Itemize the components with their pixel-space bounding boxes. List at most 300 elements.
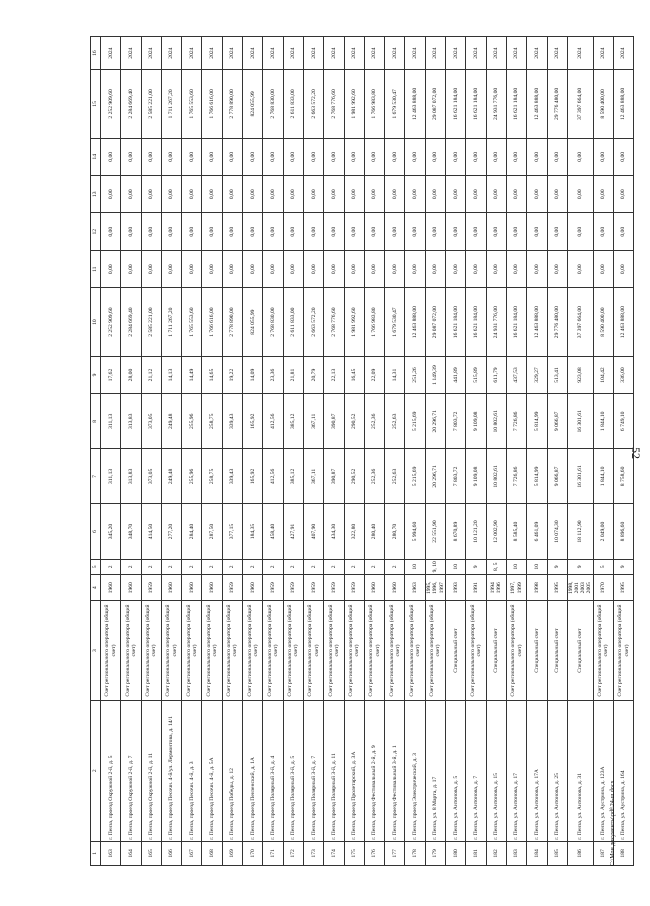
- table-cell: 2024: [613, 37, 633, 70]
- table-cell: 0,00: [303, 250, 323, 287]
- table-row: [182, 37, 202, 866]
- table-cell: г. Пенза, проезд Окружной 2-й, д. 7: [121, 700, 141, 841]
- table-cell: 12 463 888,00: [527, 70, 547, 138]
- table-cell: 14,09: [243, 356, 263, 393]
- table-cell: 824 055,99: [243, 70, 263, 138]
- table-cell: Счет регионального оператора (общий счет): [324, 601, 344, 700]
- table-cell: 1960: [121, 575, 141, 601]
- table-cell: 0,00: [547, 213, 567, 250]
- table-cell: 0,00: [101, 250, 121, 287]
- table-cell: 412,56: [263, 394, 283, 449]
- table-row: [364, 37, 384, 866]
- table-row: [593, 37, 613, 866]
- table-cell: 0,00: [364, 213, 384, 250]
- table-cell: 0,00: [486, 176, 506, 213]
- table-cell: Счет регионального оператора (общий счет): [161, 601, 181, 700]
- table-cell: г. Пенза, проезд Полярный 3-й, д. 7: [303, 700, 323, 841]
- table-cell: 290,52: [344, 394, 364, 449]
- table-cell: 0,00: [222, 250, 242, 287]
- table-cell: Счет регионального оператора (общий счет): [385, 601, 405, 700]
- table-cell: 249,48: [161, 449, 181, 504]
- column-header: 5: [91, 559, 101, 574]
- table-cell: 0,00: [506, 138, 526, 175]
- table-cell: г. Пенза, ул. Антонова, д. 5: [446, 700, 466, 841]
- table-cell: 168: [202, 841, 222, 865]
- table-cell: 385,12: [283, 449, 303, 504]
- table-cell: 5 994,60: [405, 504, 425, 559]
- table-cell: 2024: [243, 37, 263, 70]
- table-cell: 0,00: [385, 213, 405, 250]
- column-header: 9: [91, 356, 101, 393]
- table-cell: г. Пенза, проезд Полярный 3-й, д. 11: [324, 700, 344, 841]
- table-cell: 437,53: [506, 356, 526, 393]
- table-cell: 0,00: [141, 213, 161, 250]
- table-cell: 390,87: [324, 449, 344, 504]
- table-cell: 0,00: [161, 213, 181, 250]
- column-header: 13: [91, 176, 101, 213]
- table-cell: 0,00: [506, 250, 526, 287]
- table-cell: 0,00: [425, 250, 445, 287]
- table-cell: 9: [547, 559, 567, 574]
- table-cell: 1995: [547, 575, 567, 601]
- table-cell: 1 981 992,60: [344, 288, 364, 356]
- table-cell: 0,00: [263, 138, 283, 175]
- table-cell: 2 768 830,00: [263, 288, 283, 356]
- table-row: [425, 37, 445, 866]
- table-cell: 1997, 1999: [506, 575, 526, 601]
- table-cell: Специальный счет: [486, 601, 506, 700]
- table-row: [243, 37, 263, 866]
- table-cell: 1998: [527, 575, 547, 601]
- table-cell: 0,00: [547, 250, 567, 287]
- table-cell: г. Пенза, проезд Полярный 3-й, д. 4: [263, 700, 283, 841]
- table-cell: Счет регионального оператора (общий счет): [364, 601, 384, 700]
- table-row: [547, 37, 567, 866]
- column-header: 16: [91, 37, 101, 70]
- table-cell: 2024: [161, 37, 181, 70]
- table-cell: 165,92: [243, 449, 263, 504]
- table-cell: 0,00: [593, 213, 613, 250]
- table-cell: 258,75: [202, 449, 222, 504]
- table-cell: 0,00: [121, 250, 141, 287]
- table-cell: 2024: [593, 37, 613, 70]
- table-cell: 0,00: [364, 138, 384, 175]
- table-cell: Счет регионального оператора (общий счет): [121, 601, 141, 700]
- table-cell: 181: [466, 841, 486, 865]
- table-cell: 0,00: [567, 138, 593, 175]
- table-cell: 407,90: [303, 504, 323, 559]
- table-cell: 377,15: [222, 504, 242, 559]
- table-cell: 0,00: [593, 250, 613, 287]
- table-cell: 2024: [222, 37, 242, 70]
- table-cell: 1 711 267,20: [161, 288, 181, 356]
- table-cell: 7 803,72: [446, 449, 466, 504]
- table-cell: 10 121,20: [466, 504, 486, 559]
- table-cell: 165,92: [243, 394, 263, 449]
- table-cell: 9: [466, 559, 486, 574]
- table-cell: 0,00: [466, 138, 486, 175]
- table-cell: г. Пенза, ул. Антонова, д. 17: [506, 700, 526, 841]
- table-cell: 1 711 267,20: [161, 70, 181, 138]
- table-cell: 2024: [547, 37, 567, 70]
- table-cell: 0,00: [243, 138, 263, 175]
- table-cell: 167: [182, 841, 202, 865]
- table-cell: 1959: [263, 575, 283, 601]
- table-cell: 0,00: [364, 250, 384, 287]
- table-cell: 2 049,00: [593, 504, 613, 559]
- table-cell: 0,00: [263, 250, 283, 287]
- table-cell: 1995: [613, 575, 633, 601]
- table-cell: 9 109,08: [466, 394, 486, 449]
- table-cell: 14,65: [202, 356, 222, 393]
- table-cell: Счет регионального оператора (общий счет): [101, 601, 121, 700]
- table-cell: 2: [182, 559, 202, 574]
- table-cell: 20 296,71: [425, 394, 445, 449]
- table-cell: 10: [506, 559, 526, 574]
- table-cell: 0,00: [344, 250, 364, 287]
- table-cell: 2 611 833,00: [283, 288, 303, 356]
- table-cell: г. Пенза, проезд Фестивальный 2-й, д. 9: [364, 700, 384, 841]
- table-cell: 12 002,90: [486, 504, 506, 559]
- table-cell: 8 585,40: [506, 504, 526, 559]
- table-cell: 1991: [466, 575, 486, 601]
- table-cell: 311,13: [101, 449, 121, 504]
- table-cell: 2 768 776,60: [324, 70, 344, 138]
- table-row: [385, 37, 405, 866]
- table-row: [466, 37, 486, 866]
- table-cell: 0,00: [364, 176, 384, 213]
- table-cell: Специальный счет: [567, 601, 593, 700]
- table-cell: 8 670,89: [446, 504, 466, 559]
- table-cell: 2 778 890,00: [222, 70, 242, 138]
- table-cell: 12 463 888,00: [613, 288, 633, 356]
- table-cell: г. Пенза, ул. Антонова, д. 7: [466, 700, 486, 841]
- table-row: [202, 37, 222, 866]
- table-cell: 0,00: [466, 250, 486, 287]
- table-cell: 0,00: [141, 176, 161, 213]
- table-cell: 252,63: [385, 449, 405, 504]
- table-cell: 2: [101, 559, 121, 574]
- table-cell: 0,00: [324, 138, 344, 175]
- table-cell: 367,11: [303, 394, 323, 449]
- table-cell: 21,81: [283, 356, 303, 393]
- table-cell: 0,00: [101, 213, 121, 250]
- table-cell: 2 768 776,60: [324, 288, 344, 356]
- column-header: 12: [91, 213, 101, 250]
- table-cell: 1995, 1996, 1997: [425, 575, 445, 601]
- table-cell: 255,96: [182, 449, 202, 504]
- table-cell: 14,31: [385, 356, 405, 393]
- table-cell: 1 149,39: [425, 356, 445, 393]
- table-cell: 29 087 072,00: [425, 70, 445, 138]
- table-cell: 185: [547, 841, 567, 865]
- table-cell: 16 621 184,00: [506, 70, 526, 138]
- table-cell: 0,00: [182, 213, 202, 250]
- table-cell: 0,00: [613, 250, 633, 287]
- table-cell: 180: [446, 841, 466, 865]
- column-header: 10: [91, 288, 101, 356]
- table-cell: 0,00: [182, 250, 202, 287]
- table-cell: 10: [446, 559, 466, 574]
- table-cell: 12 463 888,00: [527, 288, 547, 356]
- table-cell: 313,83: [121, 394, 141, 449]
- table-cell: 2024: [263, 37, 283, 70]
- table-cell: 0,00: [324, 250, 344, 287]
- table-cell: 2: [141, 559, 161, 574]
- table-cell: г. Пенза, проезд Песочн. 4-й, д. 3: [182, 700, 202, 841]
- table-row: [324, 37, 344, 866]
- table-cell: 6 461,09: [527, 504, 547, 559]
- table-cell: Счет регионального оператора (общий счет): [202, 601, 222, 700]
- table-cell: Счет регионального оператора (общий счет): [182, 601, 202, 700]
- table-cell: 2024: [364, 37, 384, 70]
- table-cell: 10 802,61: [486, 449, 506, 504]
- table-cell: 186: [567, 841, 593, 865]
- table-cell: 10 802,61: [486, 394, 506, 449]
- column-header: 14: [91, 138, 101, 175]
- table-cell: 0,00: [344, 138, 364, 175]
- table-cell: 9 066,87: [547, 449, 567, 504]
- table-cell: 515,89: [466, 356, 486, 393]
- table-cell: 8 896,60: [613, 504, 633, 559]
- table-cell: 0,00: [405, 176, 425, 213]
- table-cell: 1 679 530,47: [385, 288, 405, 356]
- table-cell: 2024: [486, 37, 506, 70]
- table-cell: 1994 1996: [486, 575, 506, 601]
- table-cell: 5 814,99: [527, 449, 547, 504]
- table-cell: 179: [425, 841, 445, 865]
- table-cell: г. Пенза, ул. Антонова, д. 31: [567, 700, 593, 841]
- table-cell: 16 621 184,00: [466, 288, 486, 356]
- table-cell: 0,00: [527, 250, 547, 287]
- table-cell: 0,00: [567, 250, 593, 287]
- table-cell: 17,62: [101, 356, 121, 393]
- table-cell: 183: [506, 841, 526, 865]
- table-cell: 0,00: [527, 138, 547, 175]
- column-header: 11: [91, 250, 101, 287]
- table-cell: 2024: [385, 37, 405, 70]
- table-cell: Счет регионального оператора (общий счет): [425, 601, 445, 700]
- table-cell: 1 766 616,00: [202, 70, 222, 138]
- table-cell: Специальный счет: [446, 601, 466, 700]
- table-cell: г. Пенза, ул. Аустрина, д. 164: [613, 700, 633, 841]
- table-cell: 611,79: [486, 356, 506, 393]
- table-cell: 10: [527, 559, 547, 574]
- table-cell: 9 109,08: [466, 449, 486, 504]
- table-cell: 427,91: [283, 504, 303, 559]
- table-cell: 0,00: [121, 138, 141, 175]
- table-row: [263, 37, 283, 866]
- table-cell: 0,00: [243, 176, 263, 213]
- table-cell: 0,00: [303, 176, 323, 213]
- table-cell: 923,08: [567, 356, 593, 393]
- table-cell: 0,00: [182, 176, 202, 213]
- table-cell: 252,63: [385, 394, 405, 449]
- table-cell: 1960: [243, 575, 263, 601]
- table-cell: 249,48: [161, 394, 181, 449]
- table-cell: 8, 5: [486, 559, 506, 574]
- table-cell: 0,00: [593, 138, 613, 175]
- table-cell: Счет регионального оператора (общий счет): [466, 601, 486, 700]
- table-cell: 458,40: [263, 504, 283, 559]
- table-cell: 12 463 888,00: [405, 288, 425, 356]
- table-cell: 24 931 776,00: [486, 70, 506, 138]
- column-header: 4: [91, 575, 101, 601]
- table-cell: 174: [324, 841, 344, 865]
- header-row: [91, 37, 101, 866]
- table-cell: 12 463 888,00: [405, 70, 425, 138]
- table-cell: 2024: [567, 37, 593, 70]
- table-cell: г. Пенза, проезд Окружной 2-й, д. 11: [141, 700, 161, 841]
- table-cell: 16 621 184,00: [446, 70, 466, 138]
- table-cell: 2: [121, 559, 141, 574]
- table-cell: 2: [303, 559, 323, 574]
- page-number: 52: [629, 447, 643, 459]
- table-cell: Счет регионального оператора (общий счет): [593, 601, 613, 700]
- table-cell: 0,00: [202, 176, 222, 213]
- table-cell: Счет регионального оператора (общий счет): [263, 601, 283, 700]
- table-cell: 0,00: [486, 138, 506, 175]
- table-cell: 2024: [101, 37, 121, 70]
- table-cell: 1959: [283, 575, 303, 601]
- table-cell: 2024: [303, 37, 323, 70]
- table-cell: 10 074,30: [547, 504, 567, 559]
- footer-path: С:\Мои документы\pdf\24-ш.docx: [610, 780, 616, 866]
- table-cell: 1 844,10: [593, 394, 613, 449]
- table-cell: 2 284 669,40: [121, 288, 141, 356]
- table-cell: 0,00: [613, 213, 633, 250]
- table-cell: Счет регионального оператора (общий счет): [506, 601, 526, 700]
- column-header: 7: [91, 449, 101, 504]
- table-row: [613, 37, 633, 866]
- table-cell: г. Пенза, ул. Аустрина, д. 123А: [593, 700, 613, 841]
- table-cell: 16 301,61: [567, 394, 593, 449]
- table-cell: 1959: [303, 575, 323, 601]
- table-cell: Счет регионального оператора (общий счет): [405, 601, 425, 700]
- column-header: 6: [91, 504, 101, 559]
- table-cell: 1 766 616,00: [202, 288, 222, 356]
- table-cell: 1 766 983,80: [364, 288, 384, 356]
- table-cell: 0,00: [466, 176, 486, 213]
- table-cell: 0,00: [202, 138, 222, 175]
- table-row: [121, 37, 141, 866]
- table-cell: 1959: [324, 575, 344, 601]
- table-cell: 414,50: [141, 504, 161, 559]
- table-cell: 2024: [425, 37, 445, 70]
- table-cell: 2: [283, 559, 303, 574]
- table-cell: 2: [263, 559, 283, 574]
- table-row: [506, 37, 526, 866]
- table-cell: 0,00: [121, 176, 141, 213]
- table-cell: 28,00: [121, 356, 141, 393]
- table-cell: 0,00: [567, 176, 593, 213]
- table-cell: 0,00: [613, 138, 633, 175]
- table-cell: 0,00: [161, 176, 181, 213]
- table-cell: 163: [101, 841, 121, 865]
- table-cell: 0,00: [446, 213, 466, 250]
- table-cell: 0,00: [547, 176, 567, 213]
- table-cell: 2 611 833,00: [283, 70, 303, 138]
- table-cell: 8 590 400,00: [593, 288, 613, 356]
- table-cell: 176: [364, 841, 384, 865]
- table-cell: 169: [222, 841, 242, 865]
- table-cell: 0,00: [344, 176, 364, 213]
- table-cell: 164: [121, 841, 141, 865]
- table-cell: 1 765 553,60: [182, 288, 202, 356]
- table-cell: Счет регионального оператора (общий счет): [344, 601, 364, 700]
- table-cell: 824 055,99: [243, 288, 263, 356]
- table-cell: 385,12: [283, 394, 303, 449]
- table-cell: 2 252 909,60: [101, 288, 121, 356]
- table-row: [344, 37, 364, 866]
- table-cell: 348,70: [121, 504, 141, 559]
- table-cell: 2024: [506, 37, 526, 70]
- table-cell: 2: [364, 559, 384, 574]
- table-cell: 2: [324, 559, 344, 574]
- table-cell: 23,36: [263, 356, 283, 393]
- column-header: 15: [91, 70, 101, 138]
- table-cell: г. Пенза, ул. 8 Марта, д. 17: [425, 700, 445, 841]
- table-cell: 0,00: [425, 138, 445, 175]
- table-cell: 173: [303, 841, 323, 865]
- table-cell: 24 931 776,00: [486, 288, 506, 356]
- table-cell: г. Пенза, проезд Пролетарский, д. 3А: [344, 700, 364, 841]
- table-cell: 22,13: [324, 356, 344, 393]
- table-cell: 0,00: [506, 176, 526, 213]
- table-cell: 1998, 2001 2003 2005: [567, 575, 593, 601]
- table-cell: 2: [243, 559, 263, 574]
- table-cell: 2024: [324, 37, 344, 70]
- table-cell: 2 768 830,00: [263, 70, 283, 138]
- table-cell: 8 758,60: [613, 449, 633, 504]
- table-cell: 255,96: [182, 394, 202, 449]
- table-cell: 2 585 221,00: [141, 288, 161, 356]
- table-cell: г. Пенза, проезд Окружной 2-й, д. 5: [101, 700, 121, 841]
- table-cell: 0,00: [486, 250, 506, 287]
- table-cell: 1 766 983,80: [364, 70, 384, 138]
- table-cell: 412,56: [263, 449, 283, 504]
- table-cell: 29 776 480,00: [547, 70, 567, 138]
- table-cell: 1959: [222, 575, 242, 601]
- table-row: [405, 37, 425, 866]
- table-cell: 2 252 909,60: [101, 70, 121, 138]
- table-cell: 7 726,86: [506, 449, 526, 504]
- table-cell: 175: [344, 841, 364, 865]
- table-cell: 0,00: [446, 250, 466, 287]
- column-header: 2: [91, 700, 101, 841]
- table-cell: 1960: [202, 575, 222, 601]
- table-cell: 1970: [593, 575, 613, 601]
- table-cell: 0,00: [141, 250, 161, 287]
- table-cell: 29 776 480,00: [547, 288, 567, 356]
- table-cell: 0,00: [101, 138, 121, 175]
- table-cell: 290,52: [344, 449, 364, 504]
- table-cell: 0,00: [385, 138, 405, 175]
- table-cell: г. Пенза, проезд Пензенский, д. 1А: [243, 700, 263, 841]
- table-cell: 0,00: [593, 176, 613, 213]
- table-cell: 0,00: [263, 213, 283, 250]
- table-cell: 1 765 553,60: [182, 70, 202, 138]
- table-cell: г. Пенза, ул. Антонова, д. 17А: [527, 700, 547, 841]
- table-cell: 20,79: [303, 356, 323, 393]
- table-cell: 2024: [466, 37, 486, 70]
- table-cell: 0,00: [547, 138, 567, 175]
- table-cell: 7 803,72: [446, 394, 466, 449]
- table-cell: 0,00: [121, 213, 141, 250]
- table-cell: 2024: [446, 37, 466, 70]
- table-cell: 0,00: [567, 213, 593, 250]
- table-cell: 19,22: [222, 356, 242, 393]
